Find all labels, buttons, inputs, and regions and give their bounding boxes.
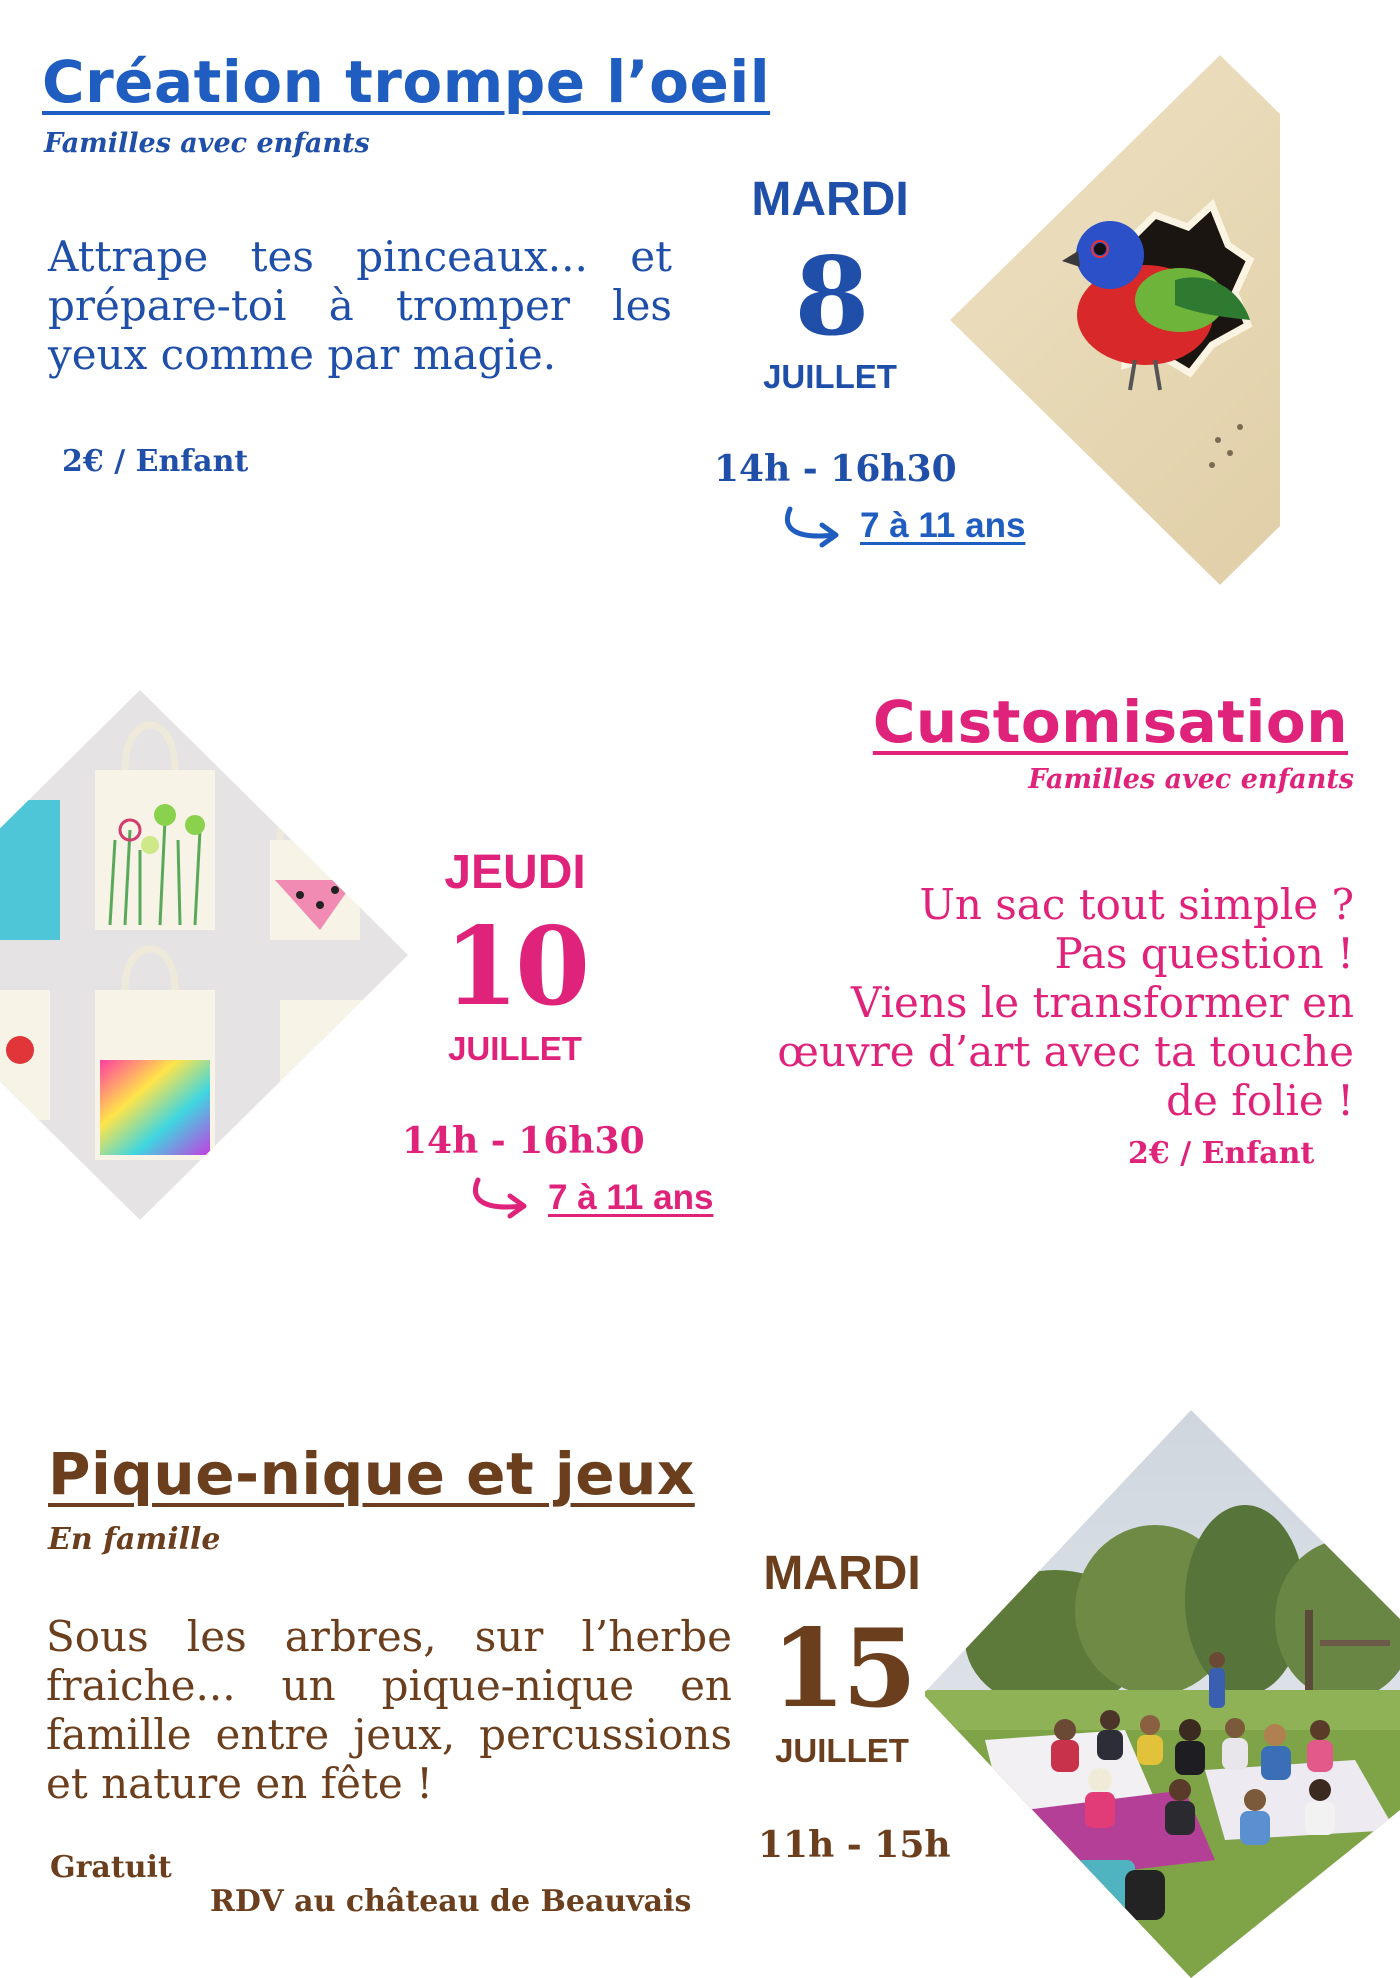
event-location: RDV au château de Beauvais	[210, 1884, 692, 1919]
event-subtitle: Familles avec enfants	[44, 128, 370, 159]
event-price: 2€ / Enfant	[1128, 1136, 1315, 1171]
bird-trompe-loeil-image	[950, 55, 1280, 585]
curved-arrow-icon	[780, 505, 846, 549]
event-time: 14h - 16h30	[714, 448, 957, 490]
event-age: 7 à 11 ans	[860, 506, 1026, 545]
event-day: MARDI	[763, 1547, 921, 1600]
event-month: JUILLET	[448, 1030, 582, 1067]
event-description: Attrape tes pinceaux... et prépare-toi à tromper les yeux comme par magie.	[48, 232, 672, 379]
event-description: Sous les arbres, sur l’herbe fraiche... un pique-nique en famille entre jeux, percussions et nature en fête !	[46, 1612, 732, 1808]
event-date-number: 8	[794, 234, 866, 360]
event-description: Un sac tout simple ? Pas question ! Viens le transformer en œuvre d’art avec ta touche de folie !	[777, 880, 1354, 1125]
event-month: JUILLET	[763, 358, 897, 395]
event-title: Customisation	[872, 688, 1348, 756]
event-time: 14h - 16h30	[402, 1120, 645, 1162]
painted-tote-bags-image	[0, 690, 410, 1220]
event-age: 7 à 11 ans	[548, 1178, 714, 1217]
event-title: Pique-nique et jeux	[48, 1440, 695, 1508]
event-date-number: 15	[770, 1606, 914, 1732]
event-day: MARDI	[751, 173, 909, 226]
event-subtitle: En famille	[48, 1522, 221, 1557]
event-title: Création trompe l’oeil	[42, 48, 771, 116]
event-month: JUILLET	[775, 1732, 909, 1769]
event-time: 11h - 15h	[758, 1824, 951, 1866]
event-subtitle: Familles avec enfants	[1028, 764, 1354, 795]
family-picnic-image	[925, 1410, 1400, 1978]
event-day: JEUDI	[444, 846, 586, 899]
event-price: 2€ / Enfant	[62, 444, 249, 479]
event-price: Gratuit	[50, 1850, 172, 1885]
curved-arrow-icon	[468, 1176, 534, 1220]
event-date-number: 10	[443, 904, 587, 1030]
